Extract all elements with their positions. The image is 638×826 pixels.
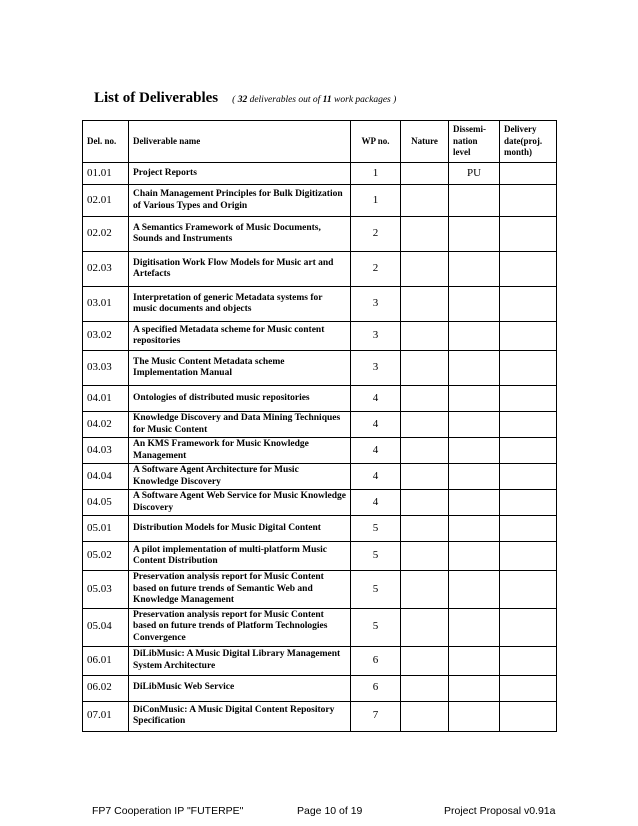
table-row <box>83 412 557 438</box>
wp-number: 4 <box>351 464 401 490</box>
nature-cell <box>401 464 449 490</box>
nature-cell <box>401 701 449 731</box>
nature-cell <box>401 675 449 701</box>
deliverable-name: Preservation analysis report for Music Content based on future trends of Platform Technologies Convergence <box>129 608 351 646</box>
nature-cell <box>401 163 449 185</box>
deliverables-table <box>82 120 557 732</box>
table-row <box>83 542 557 571</box>
dissemination-cell <box>449 490 500 516</box>
table-row <box>83 608 557 646</box>
deliverable-count: 32 <box>237 95 248 105</box>
delivery-cell <box>500 252 557 287</box>
deliverable-name: A specified Metadata scheme for Music content repositories <box>129 322 351 351</box>
delivery-cell <box>500 608 557 646</box>
wp-number: 5 <box>351 542 401 571</box>
wp-number: 3 <box>351 287 401 322</box>
deliverable-name: A Semantics Framework of Music Documents, Sounds and Instruments <box>129 217 351 252</box>
table-body <box>83 163 557 732</box>
dissemination-cell <box>449 571 500 609</box>
delivery-cell <box>500 490 557 516</box>
delivery-cell <box>500 287 557 322</box>
wp-number: 7 <box>351 701 401 731</box>
deliverable-number: 02.02 <box>83 217 129 252</box>
deliverable-number: 04.01 <box>83 386 129 412</box>
deliverable-name: DiLibMusic Web Service <box>129 675 351 701</box>
deliverable-number: 02.01 <box>83 185 129 217</box>
table-row <box>83 185 557 217</box>
nature-cell <box>401 287 449 322</box>
deliverable-number: 06.02 <box>83 675 129 701</box>
dissemination-cell <box>449 185 500 217</box>
table-row <box>83 322 557 351</box>
deliverable-name: Digitisation Work Flow Models for Music art and Artefacts <box>129 252 351 287</box>
deliverable-name: A pilot implementation of multi-platform Music Content Distribution <box>129 542 351 571</box>
dissemination-cell <box>449 386 500 412</box>
delivery-cell <box>500 701 557 731</box>
table-row <box>83 701 557 731</box>
deliverable-number: 05.01 <box>83 516 129 542</box>
nature-cell <box>401 252 449 287</box>
nature-cell <box>401 412 449 438</box>
deliverable-number: 06.01 <box>83 646 129 675</box>
dissemination-cell <box>449 701 500 731</box>
deliverable-name: DiConMusic: A Music Digital Content Repository Specification <box>129 701 351 731</box>
delivery-cell <box>500 646 557 675</box>
nature-cell <box>401 386 449 412</box>
table-header-row <box>83 121 557 163</box>
table-row <box>83 287 557 322</box>
deliverable-name: Distribution Models for Music Digital Content <box>129 516 351 542</box>
page-subtitle <box>232 95 396 105</box>
deliverable-name: Ontologies of distributed music repositories <box>129 386 351 412</box>
delivery-cell <box>500 542 557 571</box>
wp-number: 3 <box>351 322 401 351</box>
dissemination-cell: PU <box>449 163 500 185</box>
table-row <box>83 252 557 287</box>
dissemination-cell <box>449 217 500 252</box>
nature-cell <box>401 571 449 609</box>
delivery-cell <box>500 163 557 185</box>
wp-number: 1 <box>351 163 401 185</box>
page-footer <box>0 805 638 826</box>
header-nature: Nature <box>401 121 449 163</box>
dissemination-cell <box>449 412 500 438</box>
nature-cell <box>401 438 449 464</box>
table-row <box>83 438 557 464</box>
dissemination-cell <box>449 608 500 646</box>
dissemination-cell <box>449 675 500 701</box>
delivery-cell <box>500 464 557 490</box>
header-del-no: Del. no. <box>83 121 129 163</box>
delivery-cell <box>500 675 557 701</box>
delivery-cell <box>500 185 557 217</box>
table-row <box>83 675 557 701</box>
dissemination-cell <box>449 464 500 490</box>
wp-number: 6 <box>351 675 401 701</box>
deliverable-number: 04.03 <box>83 438 129 464</box>
deliverable-number: 04.04 <box>83 464 129 490</box>
deliverable-name: Project Reports <box>129 163 351 185</box>
wp-number: 4 <box>351 412 401 438</box>
deliverable-name: A Software Agent Web Service for Music Knowledge Discovery <box>129 490 351 516</box>
dissemination-cell <box>449 322 500 351</box>
dissemination-cell <box>449 646 500 675</box>
nature-cell <box>401 542 449 571</box>
deliverable-number: 03.01 <box>83 287 129 322</box>
wp-number: 2 <box>351 252 401 287</box>
wp-number: 5 <box>351 608 401 646</box>
delivery-cell <box>500 412 557 438</box>
header-delivery-date: Delivery date(proj. month) <box>500 121 557 163</box>
dissemination-cell <box>449 516 500 542</box>
delivery-cell <box>500 351 557 386</box>
nature-cell <box>401 351 449 386</box>
deliverable-name: A Software Agent Architecture for Music Knowledge Discovery <box>129 464 351 490</box>
footer-right: Project Proposal v0.91a <box>444 805 556 817</box>
nature-cell <box>401 322 449 351</box>
nature-cell <box>401 185 449 217</box>
table-row <box>83 571 557 609</box>
dissemination-cell <box>449 542 500 571</box>
dissemination-cell <box>449 351 500 386</box>
table-row <box>83 163 557 185</box>
deliverable-name: An KMS Framework for Music Knowledge Management <box>129 438 351 464</box>
deliverable-name: DiLibMusic: A Music Digital Library Management System Architecture <box>129 646 351 675</box>
table-row <box>83 464 557 490</box>
delivery-cell <box>500 571 557 609</box>
wp-number: 2 <box>351 217 401 252</box>
subtitle-mid: deliverables out of <box>247 95 323 105</box>
table-row <box>83 217 557 252</box>
nature-cell <box>401 608 449 646</box>
header-deliverable-name: Deliverable name <box>129 121 351 163</box>
wp-number: 4 <box>351 386 401 412</box>
deliverable-number: 05.03 <box>83 571 129 609</box>
header-wp-no: WP no. <box>351 121 401 163</box>
work-package-count: 11 <box>322 95 332 105</box>
deliverable-number: 04.05 <box>83 490 129 516</box>
delivery-cell <box>500 386 557 412</box>
dissemination-cell <box>449 252 500 287</box>
wp-number: 4 <box>351 490 401 516</box>
table-row <box>83 646 557 675</box>
deliverable-name: The Music Content Metadata scheme Implementation Manual <box>129 351 351 386</box>
deliverable-number: 03.03 <box>83 351 129 386</box>
wp-number: 1 <box>351 185 401 217</box>
deliverable-name: Chain Management Principles for Bulk Digitization of Various Types and Origin <box>129 185 351 217</box>
page-title: List of Deliverables <box>94 90 219 106</box>
deliverable-number: 05.04 <box>83 608 129 646</box>
deliverable-name: Preservation analysis report for Music Content based on future trends of Semantic Web and Knowledge Management <box>129 571 351 609</box>
deliverable-number: 02.03 <box>83 252 129 287</box>
deliverable-name: Knowledge Discovery and Data Mining Techniques for Music Content <box>129 412 351 438</box>
wp-number: 6 <box>351 646 401 675</box>
wp-number: 5 <box>351 516 401 542</box>
dissemination-cell <box>449 287 500 322</box>
deliverable-name: Interpretation of generic Metadata systems for music documents and objects <box>129 287 351 322</box>
table-row <box>83 351 557 386</box>
nature-cell <box>401 490 449 516</box>
delivery-cell <box>500 217 557 252</box>
deliverable-number: 07.01 <box>83 701 129 731</box>
wp-number: 3 <box>351 351 401 386</box>
delivery-cell <box>500 322 557 351</box>
subtitle-open: ( <box>232 95 238 105</box>
footer-left: FP7 Cooperation IP "FUTERPE" <box>92 805 244 817</box>
delivery-cell <box>500 516 557 542</box>
dissemination-cell <box>449 438 500 464</box>
wp-number: 5 <box>351 571 401 609</box>
deliverable-number: 05.02 <box>83 542 129 571</box>
table-row <box>83 516 557 542</box>
table-row <box>83 386 557 412</box>
header-dissemination-level: Dissemi-nation level <box>449 121 500 163</box>
deliverable-number: 01.01 <box>83 163 129 185</box>
footer-page-number: Page 10 of 19 <box>297 805 363 817</box>
deliverable-number: 03.02 <box>83 322 129 351</box>
deliverable-number: 04.02 <box>83 412 129 438</box>
nature-cell <box>401 516 449 542</box>
delivery-cell <box>500 438 557 464</box>
page-heading <box>94 89 396 107</box>
table-row <box>83 490 557 516</box>
nature-cell <box>401 646 449 675</box>
subtitle-end: work packages ) <box>331 95 397 105</box>
wp-number: 4 <box>351 438 401 464</box>
nature-cell <box>401 217 449 252</box>
